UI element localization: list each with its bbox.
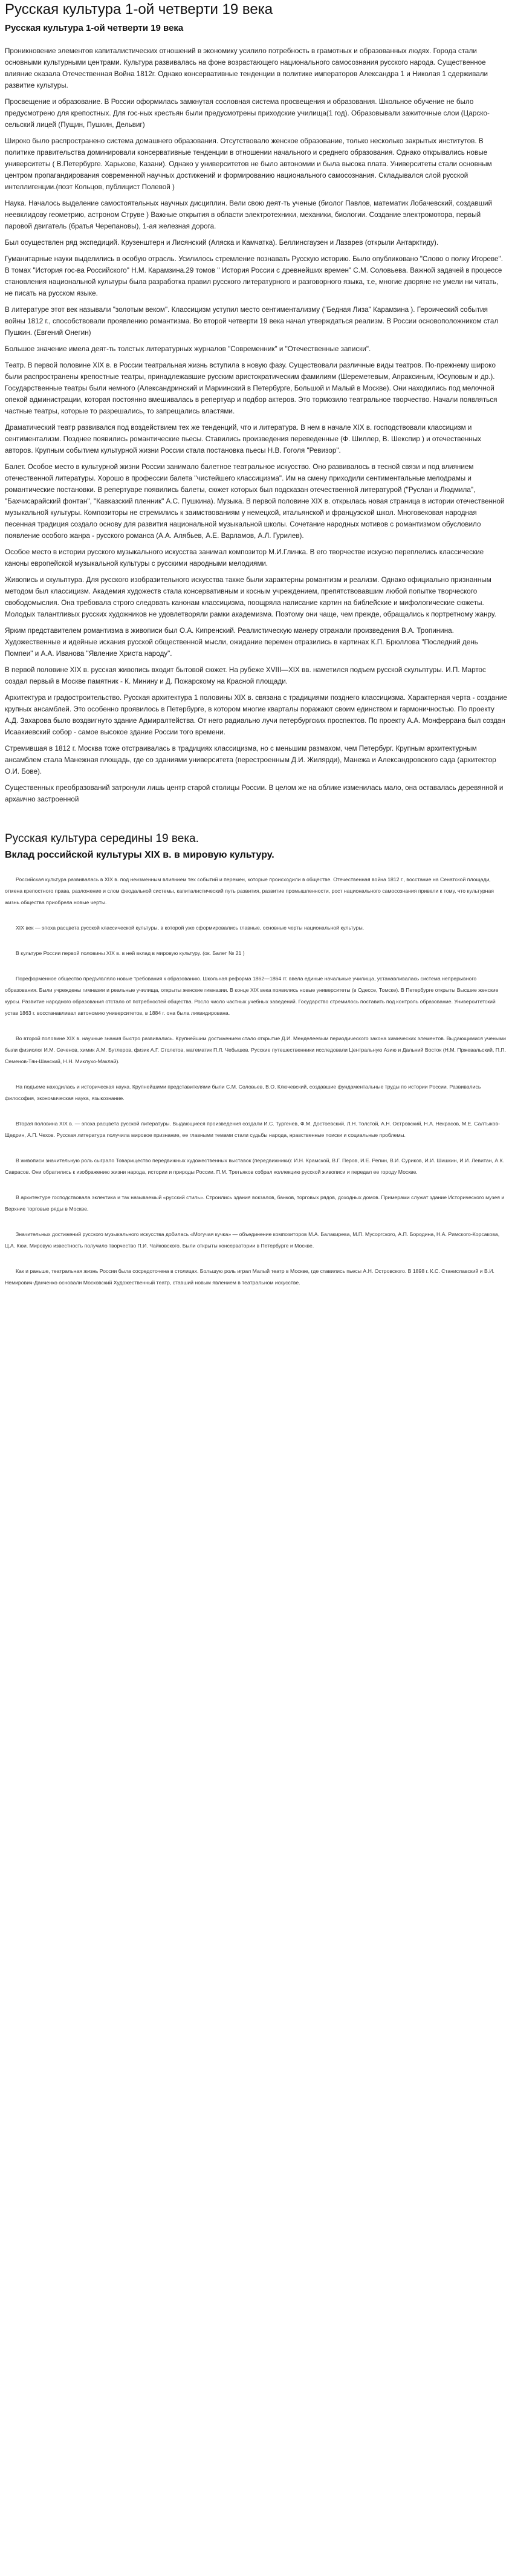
- paragraph: Архитектура и градостроительство. Русская архитектура 1 половины XIX в. связана с традициями позднего классицизма. Характерная черта - создание крупных ансамблей. Это особенно проявилось в Петербурге, в котором многие кварталы поражают своим единством и гармоничностью. По проекту А.Д. Захарова было воздвигнуто здание Адмиралтейства. От него радиально лучи петербургских проспектов. По проекту А.А. Монферрана был создан Исаакиевский собор - самое высокое здание России того времени.: [5, 694, 507, 736]
- paragraph: Значительных достижений русского музыкального искусства добилась «Могучая кучка» — объединение композиторов М.А. Балакирева, М.П. Мусоргского, А.П. Бородина, Н.А. Римского-Корсакова, Ц.А. Кюи. Мировую известность получило творчество П.И. Чайковского. Были открыты консерватории в Петербурге и Москве.: [5, 1231, 500, 1249]
- paragraph: Широко было распространено система домашнего образования. Отсутствовало женское образование, только несколько закрытых институтов. В политике правительства доминировали консервативные тенденции в отношении начального и среднего образования. Однако открывались новые университеты ( В.Петербурге. Харькове, Казани). Однако у университетов не было автономии и была высока плата. Университеты стали основным центром пропагандирования современной научных достижений и формированию национального самосознания. Складывался слой русской интеллигенции.(поэт Кольцов, публицист Полевой ): [5, 137, 492, 191]
- paragraph: Стремившая в 1812 г. Москва тоже отстраивалась в традициях классицизма, но с меньшим размахом, чем Петербург. Крупным архитектурным ансамблем стала Манежная площадь, где со зданиями университета (перестроенным Д.И. Жилярди), Манежа и Александровского сада (архитектор О.И. Бове).: [5, 745, 496, 775]
- paragraph: Живопись и скульптура. Для русского изобразительного искусства также были характерны романтизм и реализм. Однако официально признанным методом был классицизм. Академия художеств стала консервативным и косным учреждением, препятствовавшим любой попытке творческого свободомыслия. Она требовала строго следовать канонам классицизма, поощряла написание картин на библейские и мифологические сюжеты. Молодых талантливых русских художников не удовлетворяли рамки академизма. Поэтому они чаще, чем прежде, обращались к портретному жанру.: [5, 576, 496, 618]
- paragraph: Наука. Началось выделение самостоятельных научных дисциплин. Вели свою деят-ть ученые (биолог Павлов, математик Лобачевский, создавший неевклидову геометрию, астроном Струве ) Важные открытия в области электротехники, механики, биологии. Создание электромотора, первый паровой двигатель (братья Черепановы), 1-ая железная дорога.: [5, 199, 493, 230]
- paragraph: Театр. В первой половине XIX в. в России театральная жизнь вступила в новую фазу. Существовали различные виды театров. По-прежнему широко были распространены крепостные театры, принадлежавшие русским аристократическим фамилиям (Шереметевым, Апраксиным, Юсуповым и др.). Государственные театры были немного (Александринский и Мариинский в Петербурге, Большой и Малый в Москве). Они находились под мелочной опекой администрации, которая постоянно вмешивалась в репертуар и подбор актеров. Это тормозило театральное творчество. Начали появляться частные театры, которые то разрешались, то запрещались властями.: [5, 361, 497, 415]
- section-heading: Русская культура 1-ой четверти 19 века: [5, 23, 184, 33]
- paragraph: Как и раньше, театральная жизнь России была сосредоточена в столицах. Большую роль играл Малый театр в Москве, где ставились пьесы А.Н. Островского. В 1898 г. К.С. Станиславский и В.И. Немирович-Данченко основали Московский Художественный театр, ставший новым явлением в театральном искусстве.: [5, 1268, 494, 1286]
- section2-heading: Вклад российской культуры XIX в. в мировую культуру.: [5, 850, 274, 860]
- paragraph: В литературе этот век называли "золотым веком". Классицизм уступил место сентиментализму ("Бедная Лиза" Карамзина ). Героический события войны 1812 г., способствовали проявлению романтизма. Во второй четверти 19 века начал утверждаться реализм. В России основоположником стал Пушкин. (Евгений Онегин): [5, 306, 499, 337]
- paragraph: Особое место в истории русского музыкального искусства занимал композитор М.И.Глинка. В его творчестве искусно переплелись классические каноны европейской музыкальной культуры с русскими народными мелодиями.: [5, 548, 484, 568]
- paragraph: XIX век — эпоха расцвета русской классической культуры, в которой уже сформировались главные, основные черты национальной культуры.: [16, 925, 365, 931]
- section2-body: [5, 874, 507, 1289]
- section1-body: [5, 45, 507, 805]
- paragraph: Проникновение элементов капиталистических отношений в экономику усилило потребность в грамотных и образованных людях. Города стали основными культурными центрами. Культура развивалась на фоне возрастающего национального самосознания русского народа. Существенное влияние оказала Отечественная Война 1812г. Однако консервативные тенденции в политике императоров Александра 1 и Николая 1 сдерживали развитие культуры.: [5, 47, 488, 89]
- section2-title: Русская культура середины 19 века.: [5, 832, 199, 845]
- paragraph: В первой половине XIX в. русская живопись входит бытовой сюжет. На рубеже XVIII—XIX вв. наметился подъем русской скульптуры. И.П. Мартос создал первый в Москве памятник - К. Минину и Д. Пожарскому на Красной площади.: [5, 666, 486, 685]
- paragraph: В культуре России первой половины XIX в. в ней вклад в мировую культуру. (ок. Балет № 21 ): [16, 950, 245, 956]
- paragraph: В архитектуре господствовала эклектика и так называемый «русский стиль». Строились здания вокзалов, банков, торговых рядов, доходных домов. Примерами служат здание Исторического музея и Верхние торговые ряды в Москве.: [5, 1194, 505, 1212]
- paragraph: В живописи значительную роль сыграло Товарищество передвижных художественных выставок (передвижники): И.Н. Крамской, В.Г. Перов, И.Е. Репин, В.И. Суриков, И.И. Шишкин, И.И. Левитан, А.К. Саврасов. Они обратились к изображению жизни народа, истории и природы России. П.М. Третьяков собрал коллекцию русской живописи и передал ее городу Москве.: [5, 1157, 505, 1175]
- paragraph: Существенных преобразований затронули лишь центр старой столицы России. В целом же на облике изменилась мало, она оставалась деревянной и архаично застроенной: [5, 784, 504, 803]
- paragraph: Пореформенное общество предъявляло новые требования к образованию. Школьная реформа 1862—1864 гг. ввела единые начальные училища, устанавливалась система непрерывного образования. Были учреждены гимназии и реальные училища, открыты женские гимназии. В конце XIX века появились новые университеты (в Одессе, Томске). В Петербурге открыты Высшие женские курсы. Развитие народного образования отстало от потребностей общества. Росло число частных учебных заведений. Государство стремилось поставить под контроль образование. Университетский устав 1863 г. восстанавливал автономию университетов, в 1884 г. она была ликвидирована.: [5, 976, 499, 1016]
- paragraph: Драматический театр развивался под воздействием тех же тенденций, что и литература. В нем в начале XIX в. господствовали классицизм и сентиментализм. Позднее появились романтические пьесы. Ставились произведения переведенные (Ф. Шиллер, В. Шекспир ) и отечественных авторов. Крупным событием культурной жизни России стала постановка пьесы Н.В. Гоголя "Ревизор".: [5, 424, 482, 455]
- paragraph: На подъеме находилась и историческая наука. Крупнейшими представителями были С.М. Соловьев, В.О. Ключевский, создавшие фундаментальные труды по истории России. Развивались философия, экономическая наука, языкознание.: [5, 1084, 481, 1101]
- paragraph: Был осуществлен ряд экспедиций. Крузенштерн и Лисянский (Аляска и Камчатка). Беллинсгаузен и Лазарев (открыли Антарктиду).: [5, 239, 439, 247]
- paragraph: Во второй половине XIX в. научные знания быстро развивались. Крупнейшим достижением стало открытие Д.И. Менделеевым периодического закона химических элементов. Выдающимися учеными были физиолог И.М. Сеченов, химик А.М. Бутлеров, физик А.Г. Столетов, математик П.Л. Чебышев. Русские путешественники исследовали Центральную Азию и Дальний Восток (Н.М. Пржевальский, П.П. Семенов-Тян-Шанский, Н.Н. Миклухо-Маклай).: [5, 1035, 507, 1064]
- paragraph: Балет. Особое место в культурной жизни России занимало балетное театральное искусство. Оно развивалось в тесной связи и под влиянием отечественной литературы. Хорошо в профессии балета "чистейшего классицизма". Им на смену приходили сентиментальные мелодрамы и романтические постановки. В репертуаре появились балеты, сюжет которых был подсказан отечественной литературой ("Руслан и Людмила", "Бахчисарайский фонтан", "Кавказский пленник" А.С. Пушкина). Музыка. В первой половине XIX в. открылась новая страница в истории отечественной музыкальной культуры. Композиторы не стремились к заимствованиям у немецкой, итальянской и французской школ. Многовековая народная песенная традиция создало основу для развития национальной музыкальной школы. Сочетание народных мотивов с романтизмом обусловило появление особого жанра - русского романса (А.А. Алябьев, А.Е. Варламов, А.Л. Гурилев).: [5, 463, 505, 540]
- paragraph: Просвещение и образование. В России оформилась замкнутая сословная система просвещения и образования. Школьное обучение не было предусмотрено для крепостных. Для гос-ных крестьян были предусмотрены приходские училища(1 год). Образовывали зажиточные слои (Царско-сельский лицей (Пущин, Пушкин, Дельвиг): [5, 98, 490, 129]
- paragraph: Большое значение имела деят-ть толстых литературных журналов "Современник" и "Отечественные записки".: [5, 345, 371, 353]
- page-title: Русская культура 1-ой четверти 19 века: [5, 1, 273, 18]
- paragraph: Вторая половина XIX в. — эпоха расцвета русской литературы. Выдающиеся произведения создали И.С. Тургенев, Ф.М. Достоевский, Л.Н. Толстой, А.Н. Островский, Н.А. Некрасов, М.Е. Салтыков-Щедрин, А.П. Чехов. Русская литература получила мировое признание, ее главными темами стали судьбы народа, нравственные поиски и социальные проблемы.: [5, 1121, 500, 1138]
- paragraph: Гуманитарные науки выделились в особую отрасль. Усилилось стремление познавать Русскую историю. Было опубликовано "Слово о полку Игореве". В томах "История гос-ва Российского" Н.М. Карамзина.29 томов " История России с древнейших времен" С.М. Соловьева. Важной задачей в процессе становления национальной культуры была разработка правил русского литературного и разговорного языка, т.е, многие дворяне не умели ни читать, не писать на русском языке.: [5, 255, 503, 297]
- paragraph: Российская культура развивалась в XIX в. под неизменным влиянием тех событий и перемен, которые происходили в обществе. Отечественная война 1812 г., восстание на Сенатской площади, отмена крепостного права, разложение и слом феодальной системы, капиталистический путь развития, развитие промышленности, рост национального самосознания привели к тому, что культурная жизнь общества приобрела новые черты.: [5, 876, 494, 905]
- paragraph: Ярким представителем романтизма в живописи был О.А. Кипренский. Реалистическую манеру отражали произведения В.А. Тропинина. Художественные и идейные искания русской общественной мысли, ожидание перемен отразились в картинах К.П. Брюллова "Последний день Помпеи" и А.А. Иванова "Явление Христа народу".: [5, 627, 478, 658]
